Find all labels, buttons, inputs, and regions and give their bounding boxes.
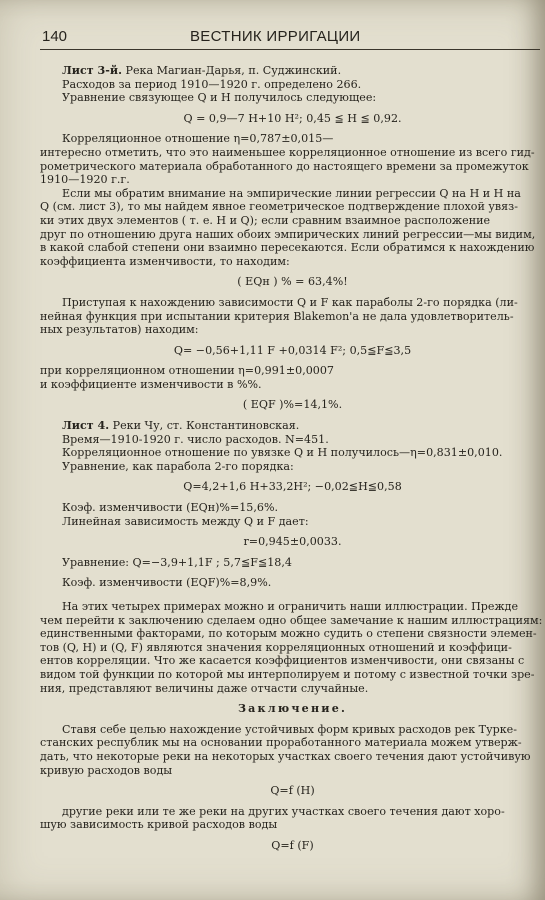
text-line: кривую расходов воды xyxy=(40,763,173,777)
text-line: ентов корреляции. Что же касается коэффициентов изменчивости, они связаны с xyxy=(40,654,525,668)
text-line: станских республик мы на основании проработанного материала можем утверж- xyxy=(40,736,522,750)
text-line: Q (см. лист 3), то мы найдем явное геометрическое подтверждение плохой увяз- xyxy=(40,200,518,214)
running-header xyxy=(40,25,540,50)
text-line: при корреляционном отношении η=0,991±0,0007 xyxy=(40,364,334,378)
text-line: Корреляционное отношение η=0,787±0,015— xyxy=(62,132,334,146)
text-line: в какой слабой степени они взаимно пересекаются. Если обратимся к нахождению xyxy=(40,241,535,255)
text-line: другие реки или те же реки на других участках своего течения дают хоро- xyxy=(62,804,505,818)
sheet4-coef: Коэф. изменчивости (EQн)%=15,6%. xyxy=(62,501,279,515)
text-line: рометрического материала обработанного до настоящего времени за промежуток xyxy=(40,159,529,173)
text-line: видом той функции по которой мы интерполируем и потому с известной точки зре- xyxy=(40,667,535,681)
sheet4-line: Время—1910-1920 г. число расходов. N=451. xyxy=(62,432,329,446)
sheet3-line: Уравнение связующее Q и H получилось следующее: xyxy=(62,91,377,105)
sheet3-line: Расходов за период 1910—1920 г. определено 266. xyxy=(62,77,362,91)
variability-formula: ( EQн ) % = 63,4%! xyxy=(237,275,348,289)
variability-formula-2: ( EQF )%=14,1%. xyxy=(242,398,343,412)
text-line: единственными факторами, по которым можно судить о степени связности элемен- xyxy=(40,627,537,641)
text-line: Если мы обратим внимание на эмпирические линии регрессии Q на H и H на xyxy=(62,186,521,200)
sheet4-heading-text: Реки Чу, ст. Константиновская. xyxy=(109,419,300,433)
text-line: тов (Q, H) и (Q, F) являются значения корреляционных отношений и коэффици- xyxy=(40,640,512,654)
text-line: 1910—1920 г.г. xyxy=(40,173,130,187)
sheet3-heading-text: Река Магиан-Дарья, п. Суджинский. xyxy=(121,64,342,77)
sheet4-line: Линейная зависимость между Q и F дает: xyxy=(62,514,309,528)
sheet4-equation: Q=4,2+1,6 H+33,2H²; −0,02≦H≦0,58 xyxy=(183,480,402,494)
text-line: ки этих двух элементов ( т. е. H и Q); если сравним взаимное расположение xyxy=(40,213,491,227)
text-line: ных результатов) находим: xyxy=(40,323,199,337)
sheet3-equation: Q = 0,9—7 H+10 H²; 0,45 ≦ H ≦ 0,92. xyxy=(183,111,402,125)
sheet4-line: Уравнение, как парабола 2-го порядка: xyxy=(62,459,294,473)
text-line: нейная функция при испытании критерия Blakemon'a не дала удовлетворитель- xyxy=(40,309,514,323)
conclusion-title: Заключение. xyxy=(237,702,348,716)
sheet4-heading xyxy=(40,419,545,433)
text-line: шую зависимость кривой расходов воды xyxy=(40,818,278,832)
formula-q-f: Q=f (F) xyxy=(271,838,314,852)
text-line: и коэффициенте изменчивости в %%. xyxy=(40,377,262,391)
text-line: Приступая к нахождению зависимости Q и F как параболы 2-го порядка (ли- xyxy=(62,295,518,309)
text-line: дать, что некоторые реки на некоторых участках своего течения дают устойчивую xyxy=(40,749,531,763)
sheet4-line: Корреляционное отношение по увязке Q и H получилось—η=0,831±0,010. xyxy=(62,446,503,460)
text-line: Ставя себе целью нахождение устойчивых форм кривых расходов рек Турке- xyxy=(62,722,517,736)
text-line: чем перейти к заключению сделаем одно общее замечание к нашим иллюстрациям: xyxy=(40,613,543,627)
formula-q-h: Q=f (H) xyxy=(270,784,315,798)
journal-title: ВЕСТНИК ИРРИГАЦИИ xyxy=(190,28,361,45)
sheet4-heading-label: Лист 4. xyxy=(62,419,110,433)
text-line: На этих четырех примерах можно и ограничить наши иллюстрации. Прежде xyxy=(62,600,519,613)
text-line: интересно отметить, что это наименьшее корреляционное отношение из всего гид- xyxy=(40,145,535,159)
body-text xyxy=(40,64,545,853)
page-number: 140 xyxy=(42,28,68,45)
sheet3-equation-2: Q= −0,56+1,11 F +0,0314 F²; 0,5≦F≦3,5 xyxy=(173,343,412,357)
sheet4-equation-2: Уравнение: Q=−3,9+1,1F ; 5,7≦F≦18,4 xyxy=(62,555,292,569)
text-line: ния, представляют величины даже отчасти случайные. xyxy=(40,681,369,695)
sheet4-coef: Коэф. изменчивости (EQF)%=8,9%. xyxy=(62,576,272,590)
sheet3-heading-label: Лист 3-й. xyxy=(62,64,122,77)
correlation-r: r=0,945±0,0033. xyxy=(243,535,342,549)
text-line: друг по отношению друга наших обоих эмпирических линий регрессии—мы видим, xyxy=(40,227,536,241)
sheet3-heading xyxy=(40,64,545,78)
text-line: коэффициента изменчивости, то находим: xyxy=(40,254,290,268)
